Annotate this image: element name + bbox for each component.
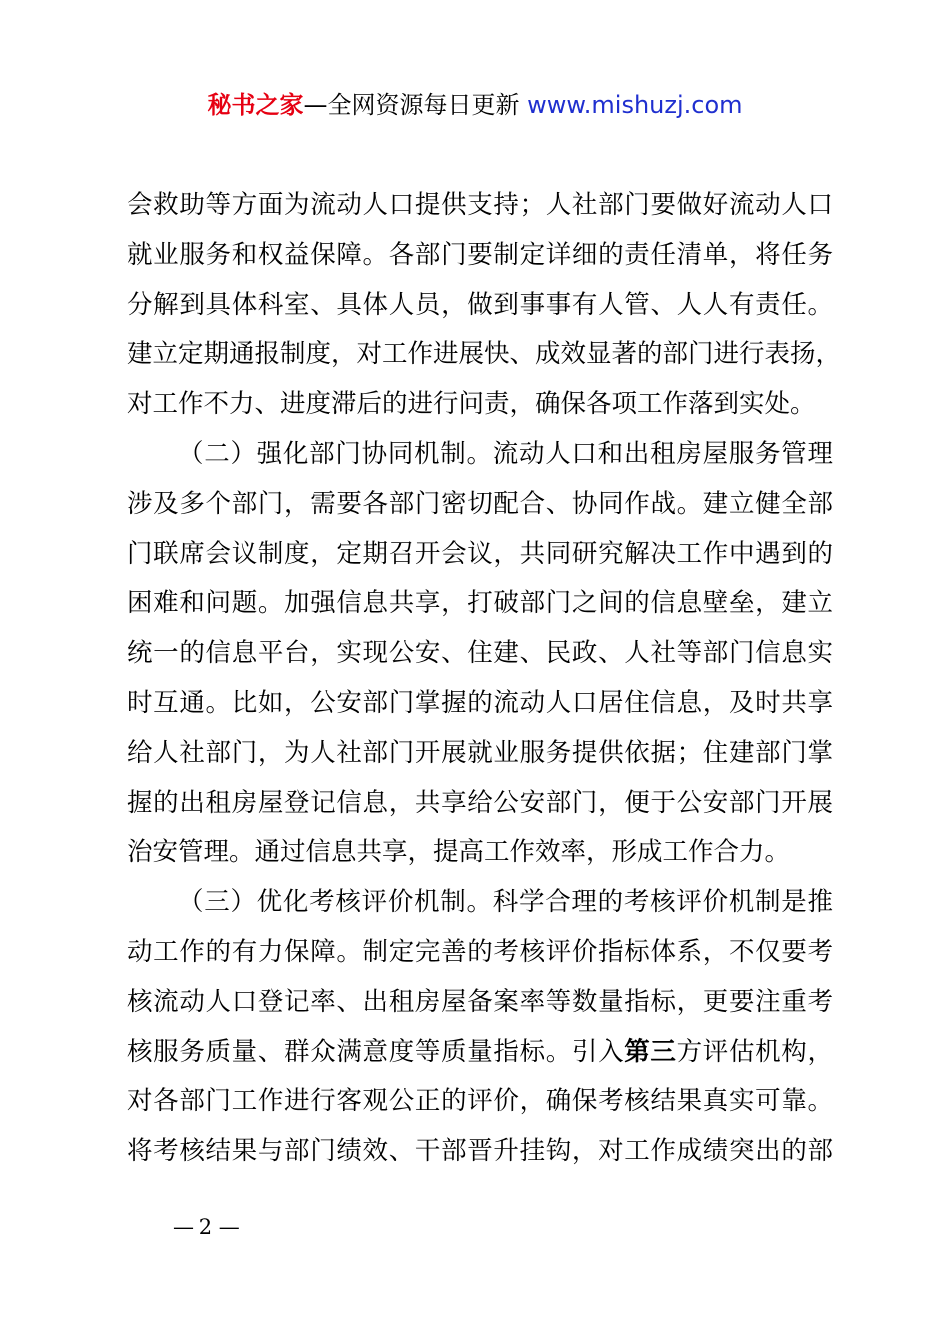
body-line: 就业服务和权益保障。各部门要制定详细的责任清单，将任务 [127, 239, 833, 270]
body-line: 时互通。比如，公安部门掌握的流动人口居住信息，及时共享 [127, 687, 833, 718]
footer-dash-right: — [218, 1215, 238, 1239]
body-line: 会救助等方面为流动人口提供支持；人社部门要做好流动人口 [127, 190, 833, 220]
site-url-link[interactable]: www.mishuzj.com [527, 91, 743, 119]
body-line-segment: 核服务质量、群众满意度等质量指标。引入 [127, 1036, 625, 1067]
body-line: 给人社部门，为人社部门开展就业服务提供依据；住建部门掌 [127, 737, 833, 768]
body-line: 门联席会议制度，定期召开会议，共同研究解决工作中遇到的 [127, 538, 833, 569]
body-line: 将考核结果与部门绩效、干部晋升挂钩，对工作成绩突出的部 [127, 1136, 833, 1167]
page-header [0, 88, 950, 122]
page-footer [173, 1212, 238, 1242]
body-line: 对各部门工作进行客观公正的评价，确保考核结果真实可靠。 [127, 1086, 833, 1117]
brand-name: 秘书之家 [207, 91, 304, 119]
section-heading-line: （三）优化考核评价机制。科学合理的考核评价机制是推 [178, 887, 833, 918]
body-line: 握的出租房屋登记信息，共享给公安部门，便于公安部门开展 [127, 787, 833, 818]
bold-highlight: 第三 [624, 1036, 677, 1067]
body-line-segment: 方评估机构， [676, 1036, 833, 1067]
document-body [127, 181, 842, 1177]
body-line: 治安管理。通过信息共享，提高工作效率，形成工作合力。 [127, 837, 791, 868]
body-line: 困难和问题。加强信息共享，打破部门之间的信息壁垒，建立 [127, 588, 833, 619]
body-line: 统一的信息平台，实现公安、住建、民政、人社等部门信息实 [127, 638, 833, 669]
footer-dash-left: — [173, 1215, 192, 1239]
body-line: 动工作的有力保障。制定完善的考核评价指标体系，不仅要考 [127, 936, 833, 967]
body-line: 核流动人口登记率、出租房屋备案率等数量指标，更要注重考 [127, 986, 833, 1017]
body-line: 对工作不力、进度滞后的进行问责，确保各项工作落到实处。 [127, 389, 816, 420]
body-line: 分解到具体科室、具体人员，做到事事有人管、人人有责任。 [127, 289, 833, 320]
body-line: 建立定期通报制度，对工作进展快、成效显著的部门进行表扬， [127, 339, 842, 370]
header-tagline: —全网资源每日更新 [303, 91, 528, 119]
page-number: 2 [198, 1215, 213, 1239]
body-line: 涉及多个部门，需要各部门密切配合、协同作战。建立健全部 [127, 488, 833, 519]
body-line-with-bold [127, 1028, 833, 1078]
section-heading-line: （二）强化部门协同机制。流动人口和出租房屋服务管理 [178, 438, 833, 469]
